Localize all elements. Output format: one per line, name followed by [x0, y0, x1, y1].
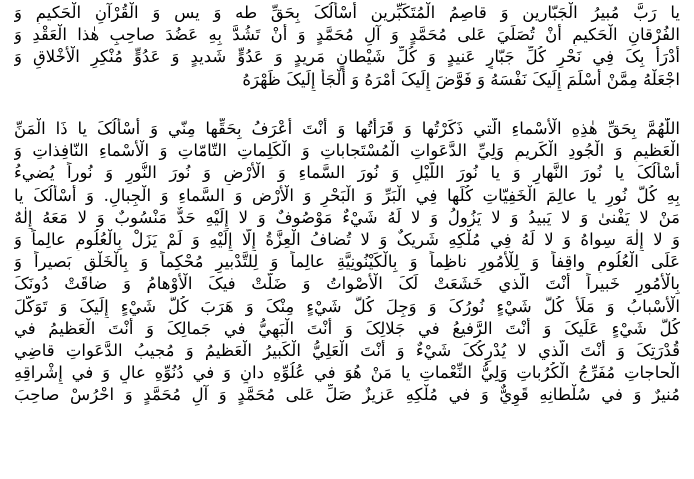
text-line: الْأَسْبابُ وَ مَلَأَ كُلَّ شَيْءٍ نُورُکَ وَ وَجِلَ كُلُّ شَيْءٍ مِنْکَ وَ هَرَبَ كُلُّ شَيْءٍ إِلَيکَ وَ تَوَكَّلَ [14, 296, 680, 316]
text-line: أَسْأَلُکَ يا نُورَ النَّهارِ وَ يا نُورَ اللَّيْلِ وَ نُورَ السَّماءِ وَ الْأَرْضِ وَ نُورَ النُّورِ وَ نُوراً يُضيءُ [14, 163, 680, 183]
text-line: قُدْرَتِکَ وَ أَنْتَ الَّذي لا يُدْرِكُکَ شَيْءٌ وَ أَنْتَ الْعَلِيُّ الْكَبيرُ الْعَظيمُ وَ مُجيبُ الدَّعَواتِ قاضِي [14, 340, 680, 360]
text-line: اجْعَلْهُ مِمَّنْ أَسْلَمَ إِلَيکَ نَفْسَهُ وَ فَوَّضَ إِلَيکَ أَمْرَهُ وَ أَلْجَأَ إِلَيکَ ظَهْرَهُ [242, 69, 680, 89]
text-line: الفُرْقانِ الْحَكيمِ أَنْ تُصَلِّيَ عَلى مُحَمَّدٍ وَ آلِ مُحَمَّدٍ وَ أَنْ تَشُدَّ بِهِ عَضُدَ صاحِبِ هٰذا الْعَقْدِ وَ [14, 25, 680, 45]
text-line: مُنيرٌ وَ في سُلْطانِهِ قَوِيٌّ وَ في مُلْكِهِ عَزيزٌ صَلِّ عَلى مُحَمَّدٍ وَ آلِ مُحَمَّدٍ وَ احْرُسْ صاحِبَ [14, 385, 680, 405]
text-line: الْعَظيمِ وَ الْجُودِ الْكَريمِ وَلِيِّ الدَّعَواتِ الْمُسْتَجاباتِ وَ الْكَلِماتِ التّامّاتِ وَ الْأَسْماءِ النّافِذاتِ وَ [14, 141, 680, 161]
text-line: وَ لا إِلٰهَ سِواهُ وَ لا لَهُ فِي مُلْكِهِ شَريکٌ وَ لا تُضافُ الْعِزَّةُ إِلّا إِلَيْهِ وَ لَمْ يَزَلْ بِالْعُلُومِ عالِماً وَ [14, 229, 680, 249]
text-line: عَلَى الْعُلُومِ واقِفاً وَ لِلْأُمُورِ ناظِماً وَ بِالْكَيْنُونِيَّةِ عالِماً وَ لِلتَّدْبيرِ مُحْكِماً وَ بِالْخَلْقِ بَصيراً وَ [14, 252, 680, 272]
text-line: أَدْرَأْ بِکَ فِي نَحْرِ كُلِّ جَبّارٍ عَنيدٍ وَ كُلِّ شَيْطانٍ مَريدٍ وَ عَدُوٍّ شَديدٍ وَ عَدُوٍّ مُنْكِرِ الْأَخْلاقِ وَ [14, 47, 680, 67]
text-line: اللّٰهُمَّ بِحَقِّ هٰذِهِ الْأَسْماءِ الَّتي ذَكَرْتُها وَ قَرَأْتُها وَ أَنْتَ أَعْرَفُ بِحَقِّها مِنّي وَ أَسْأَلُکَ يا ذَا الْمَنِّ [14, 119, 680, 138]
paragraph-supplication [14, 118, 680, 406]
text-line: بِالْأُمُورِ خَبيراً أَنْتَ الَّذي خَشَعَتْ لَکَ الْأَصْواتُ وَ ضَلَّتْ فيکَ الْأَوْهامُ وَ ضاقَتْ دُونَکَ [14, 274, 680, 294]
text-line: الْحاجاتِ مُفَرِّجُ الْكُرُباتِ وَلِيُّ النِّعْماتِ يا مَنْ هُوَ في عُلُوِّهِ دانٍ وَ في دُنُوِّهِ عالٍ وَ في إِشْراقِهِ [14, 363, 680, 383]
text-line: يا رَبَّ مُبيرُ الْجَبّارين وَ قاصِمُ الْمُتَكَبِّرين أَسْأَلُکَ بِحَقِّ طه وَ يس وَ الْقُرْآنِ الْحَكيمِ وَ [14, 3, 680, 22]
paragraph-opening [14, 2, 680, 91]
text-line: مَنْ لا يَفْنىٰ وَ لا يَبيدُ وَ لا يَزُولُ وَ لا لَهُ شَيْءٌ مَوْصُوفٌ وَ لا إِلَيْهِ حَدٌّ مَنْسُوبٌ وَ لا مَعَهُ إِلٰهٌ [14, 207, 680, 227]
text-line: كُلُّ شَيْءٍ عَلَيکَ وَ أَنْتَ الرَّفيعُ في جَلالِکَ وَ أَنْتَ الْبَهِيُّ في جَمالِکَ وَ أَنْتَ الْعَظيمُ في [14, 318, 680, 338]
text-line: بِهِ كُلَّ نُورٍ يا عالِمَ الْخَفِيّاتِ كُلِّها فِي الْبَرِّ وَ الْبَحْرِ وَ الْأَرْضِ وَ السَّماءِ وَ الْجِبالِ. وَ أَسْأَلُکَ يا [14, 185, 680, 205]
